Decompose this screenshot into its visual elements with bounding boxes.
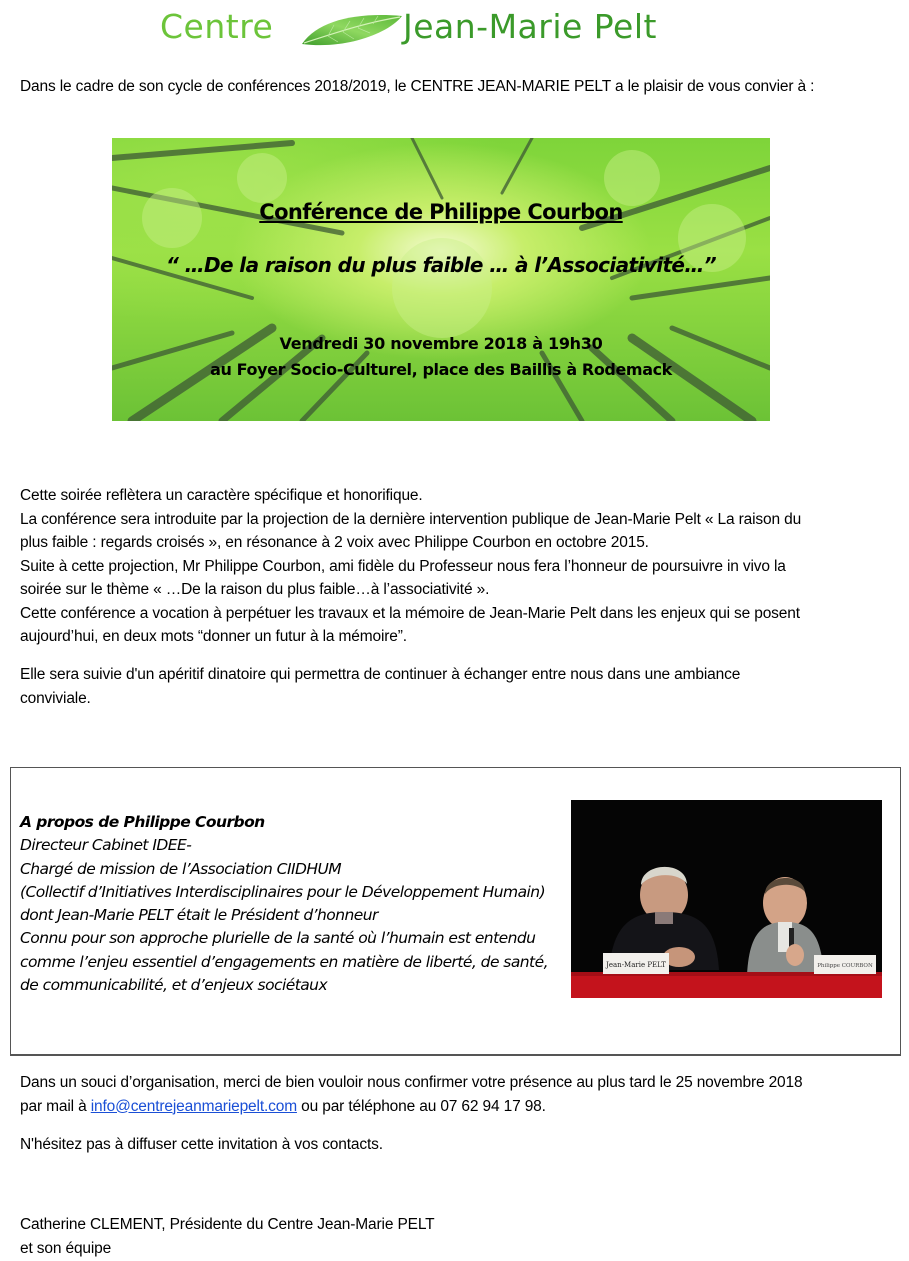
share-text: N'hésitez pas à diffuser cette invitation à vos contacts. (20, 1136, 383, 1153)
signature-line: Catherine CLEMENT, Présidente du Centre Jean-Marie PELT (20, 1216, 435, 1233)
about-line: de communicabilité, et d’enjeux sociétaux (20, 976, 328, 995)
conference-title: Conférence de Philippe Courbon (259, 200, 623, 224)
logo (160, 4, 720, 54)
about-line: dont Jean-Marie PELT était le Président d’honneur (20, 906, 378, 925)
about-line: (Collectif d’Initiatives Interdisciplinaires pour le Développement Humain) (20, 882, 546, 901)
about-line: Chargé de mission de l’Association CIIDHUM (20, 859, 342, 878)
description-line: Cette conférence a vocation à perpétuer les travaux et la mémoire de Jean-Marie Pelt dans les enjeux qui se posent (20, 604, 800, 622)
aperitif-paragraph (20, 663, 740, 710)
aperitif-line: conviviale. (20, 689, 91, 707)
rsvp-prefix: par mail à (20, 1097, 91, 1115)
logo-word-centre: Centre (160, 7, 274, 46)
conference-date: Vendredi 30 novembre 2018 à 19h30 (279, 334, 603, 353)
logo-word-jean-marie-pelt: Jean-Marie Pelt (403, 7, 657, 46)
description-paragraph (20, 484, 801, 649)
about-line: Connu pour son approche plurielle de la santé où l’humain est entendu (20, 929, 536, 948)
intro-text: Dans le cadre de son cycle de conférences 2018/2019, le CENTRE JEAN-MARIE PELT a le plaisir de vous convier à : (20, 78, 815, 95)
description-line: Cette soirée reflètera un caractère spécifique et honorifique. (20, 487, 423, 504)
nameplate-philippe-courbon: Philippe COURBON (817, 963, 873, 969)
about-heading: A propos de Philippe Courbon (20, 813, 265, 831)
about-line: comme l’enjeu essentiel d’engagements en matière de liberté, de santé, (20, 952, 548, 971)
conference-banner (112, 138, 770, 421)
aperitif-line: Elle sera suivie d'un apéritif dinatoire qui permettra de continuer à échanger entre nous dans une ambiance (20, 666, 741, 683)
description-line: plus faible : regards croisés », en résonance à 2 voix avec Philippe Courbon en octobre 2015. (20, 534, 649, 551)
rsvp-line: Dans un souci d’organisation, merci de bien vouloir nous confirmer votre présence au plus tard le 25 novembre 2018 (20, 1074, 803, 1091)
nameplate-jean-marie-pelt: Jean-Marie PELT (606, 961, 666, 969)
leaf-icon (298, 10, 406, 50)
rsvp-paragraph (20, 1071, 802, 1118)
rsvp-line (20, 1095, 802, 1119)
speakers-photo (571, 800, 882, 1005)
about-speaker-text (20, 811, 548, 997)
conference-place: au Foyer Socio-Culturel, place des Baillis à Rodemack (210, 360, 672, 379)
description-line: La conférence sera introduite par la projection de la dernière intervention publique de Jean-Marie Pelt « La raison du (20, 510, 802, 528)
description-line: aujourd’hui, en deux mots “donner un futur à la mémoire”. (20, 628, 407, 645)
signature (20, 1213, 434, 1260)
about-line: Directeur Cabinet IDEE- (20, 836, 192, 855)
description-line: soirée sur le thème « …De la raison du plus faible…à l’associativité ». (20, 581, 490, 598)
signature-line: et son équipe (20, 1239, 112, 1257)
rsvp-phone-text: ou par téléphone au 07 62 94 17 98. (296, 1097, 546, 1115)
conference-quote: “ …De la raison du plus faible … à l’Associativité…” (165, 253, 717, 277)
email-link[interactable]: info@centrejeanmariepelt.com (90, 1097, 297, 1115)
description-line: Suite à cette projection, Mr Philippe Courbon, ami fidèle du Professeur nous fera l’honneur de poursuivre in vivo la (20, 557, 786, 575)
